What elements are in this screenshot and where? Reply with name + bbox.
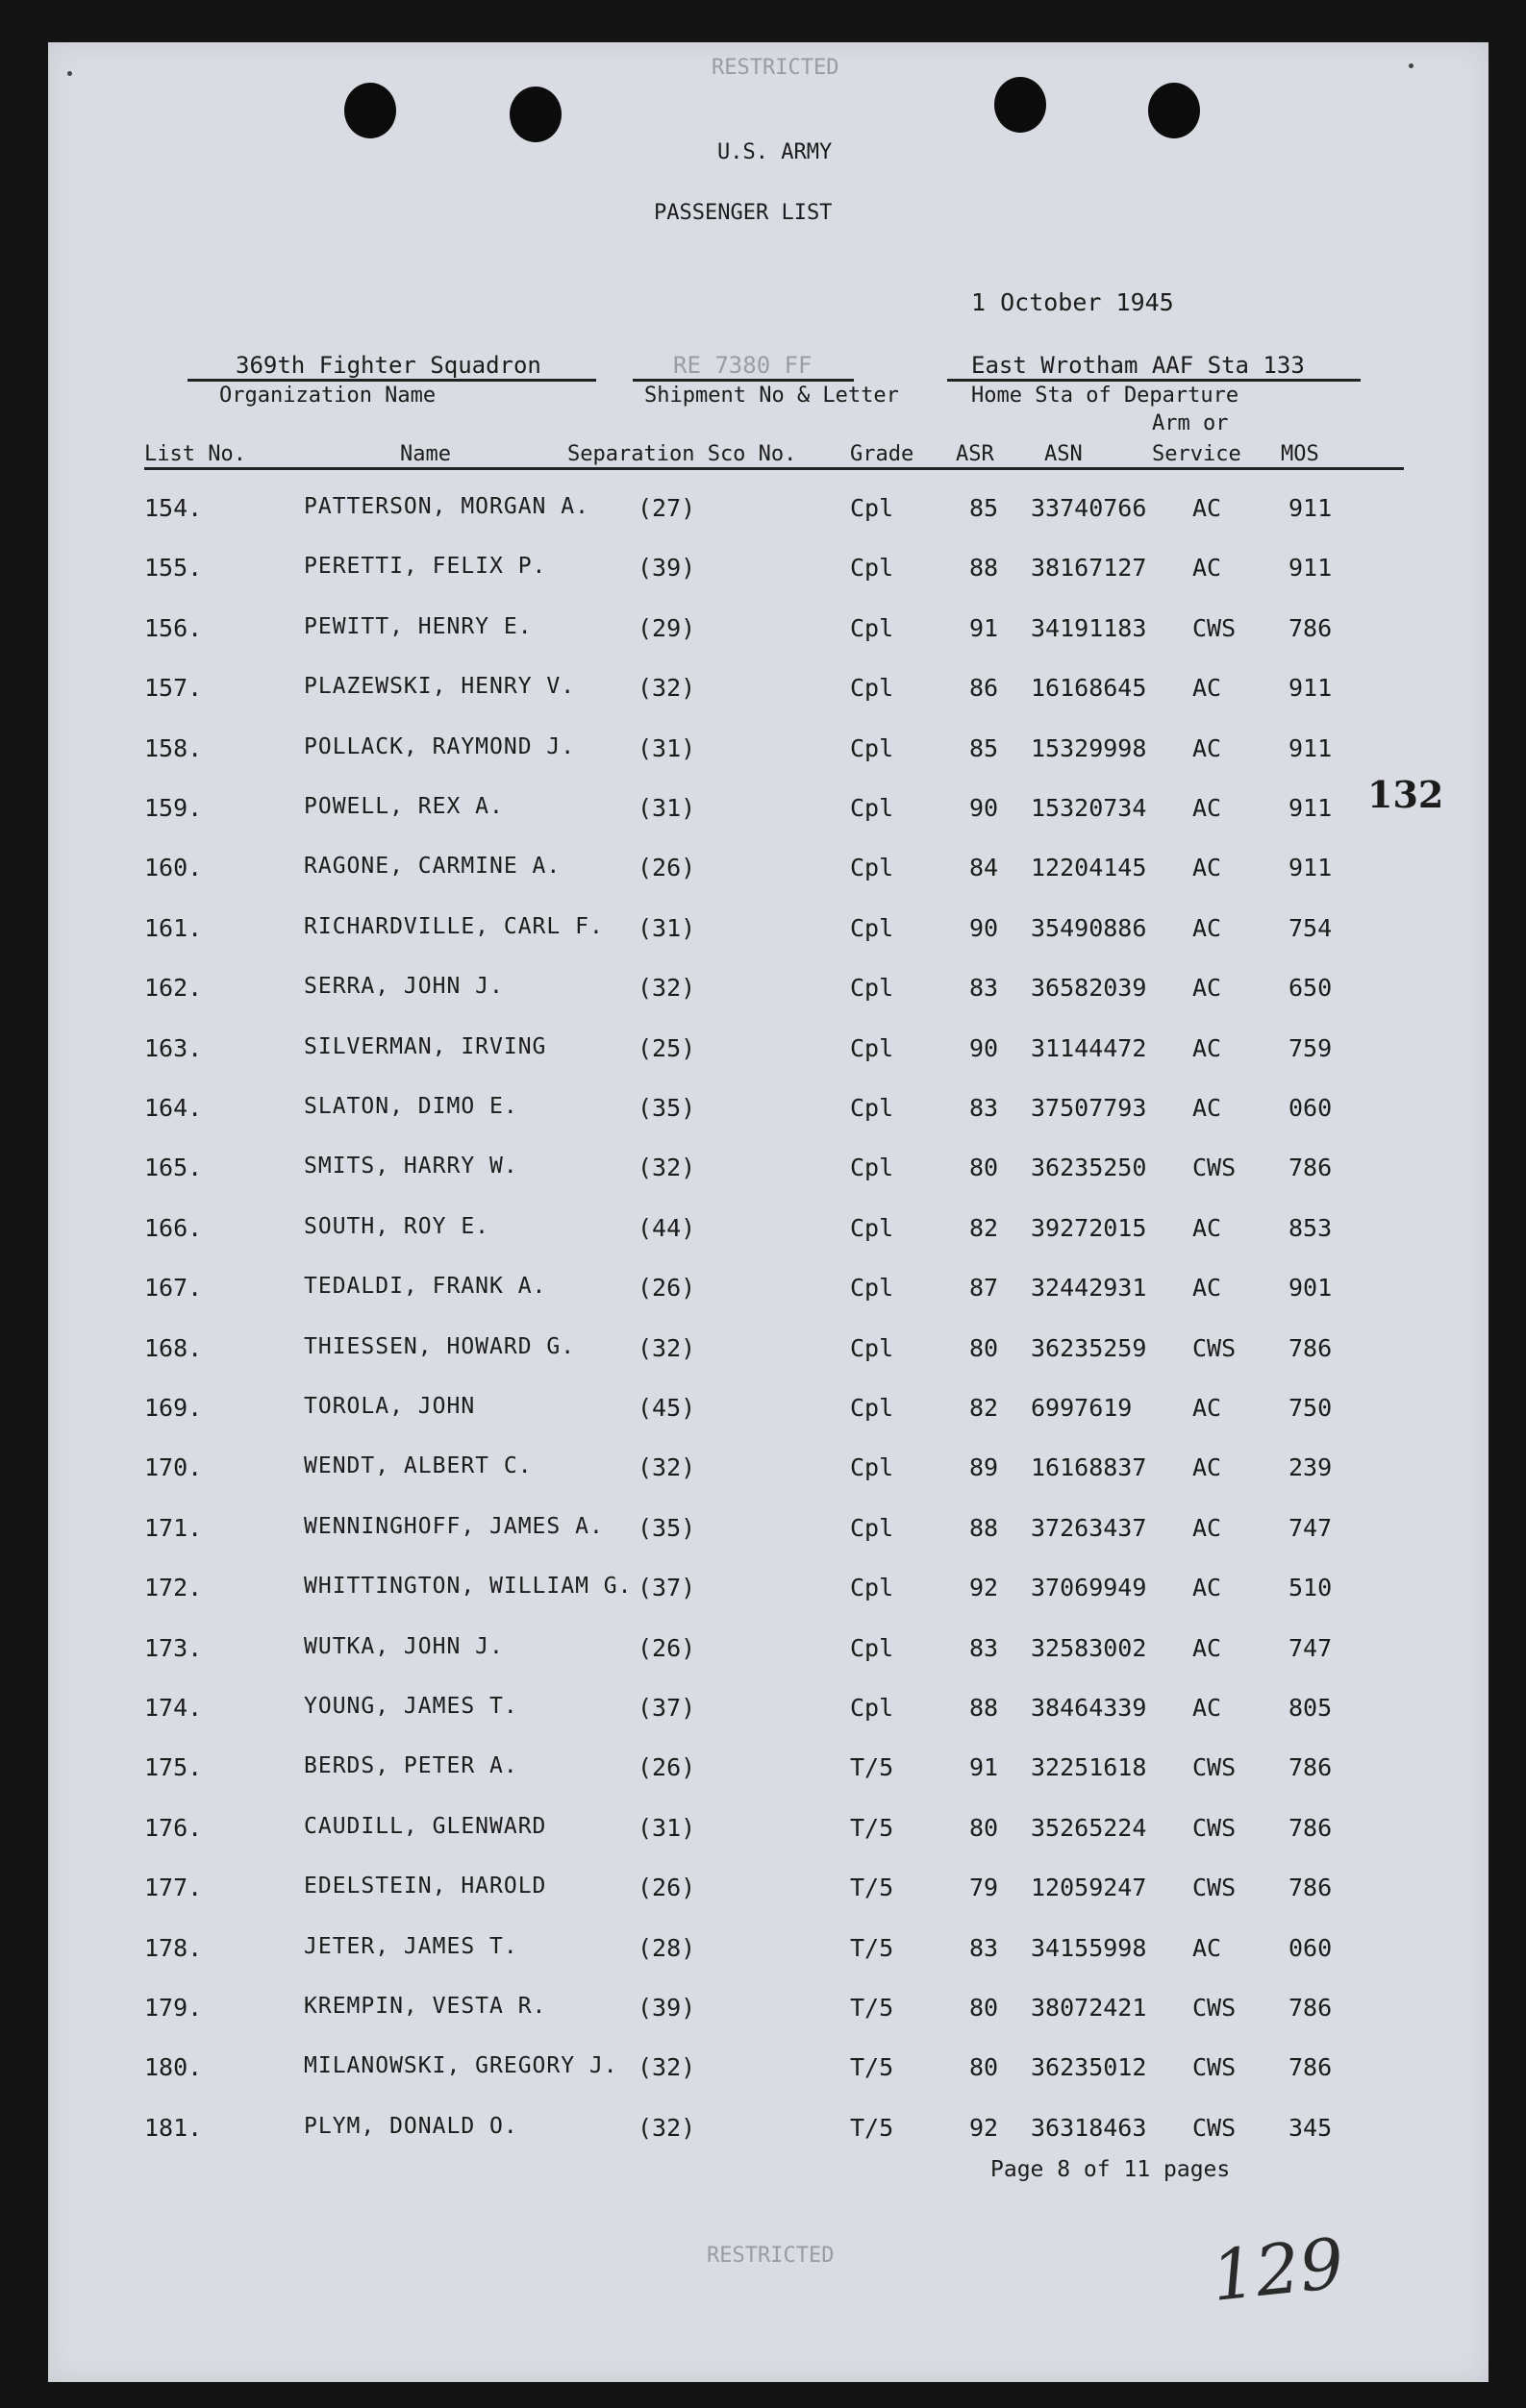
name-cell: THIESSEN, HOWARD G. <box>304 1334 576 1359</box>
table-row <box>48 1753 1488 1792</box>
arm-service-cell: AC <box>1192 1634 1222 1662</box>
mos-cell: 747 <box>1288 1634 1333 1662</box>
asr-cell: 80 <box>969 1814 999 1842</box>
restricted-stamp-bottom: RESTRICTED <box>707 2244 835 2268</box>
table-row <box>48 494 1488 533</box>
asr-cell: 83 <box>969 1094 999 1122</box>
asr-cell: 80 <box>969 1334 999 1362</box>
grade-cell: T/5 <box>850 2053 894 2081</box>
list-number-cell: 172. <box>144 1574 203 1601</box>
restricted-stamp-top: RESTRICTED <box>712 56 839 80</box>
asr-cell: 85 <box>969 734 999 762</box>
name-cell: MILANOWSKI, GREGORY J. <box>304 2053 618 2078</box>
asr-cell: 90 <box>969 1034 999 1062</box>
separation-cell: (44) <box>638 1214 696 1242</box>
shipment-underline <box>633 379 854 382</box>
name-cell: POLLACK, RAYMOND J. <box>304 734 576 759</box>
mos-cell: 911 <box>1288 734 1333 762</box>
column-header-name: Name <box>400 442 451 466</box>
mos-cell: 510 <box>1288 1574 1333 1601</box>
asn-cell: 32251618 <box>1031 1753 1147 1781</box>
separation-cell: (32) <box>638 1154 696 1181</box>
arm-service-cell: AC <box>1192 494 1222 522</box>
arm-service-cell: CWS <box>1192 614 1237 642</box>
table-row <box>48 2053 1488 2092</box>
mos-cell: 060 <box>1288 1094 1333 1122</box>
name-cell: SERRA, JOHN J. <box>304 974 504 999</box>
table-row <box>48 974 1488 1012</box>
agency-title: U.S. ARMY <box>717 140 833 164</box>
separation-cell: (26) <box>638 1274 696 1302</box>
shipment-caption: Shipment No & Letter <box>644 384 899 408</box>
table-row <box>48 1394 1488 1432</box>
grade-cell: T/5 <box>850 1874 894 1901</box>
column-header-grade: Grade <box>850 442 914 466</box>
asn-cell: 12059247 <box>1031 1874 1147 1901</box>
mos-cell: 786 <box>1288 2053 1333 2081</box>
punch-hole <box>1148 83 1200 138</box>
asr-cell: 88 <box>969 554 999 582</box>
separation-cell: (32) <box>638 1334 696 1362</box>
grade-cell: T/5 <box>850 2114 894 2142</box>
column-header-arm-line1: Arm or <box>1152 411 1229 435</box>
name-cell: TOROLA, JOHN <box>304 1394 476 1419</box>
asr-cell: 80 <box>969 1154 999 1181</box>
mos-cell: 786 <box>1288 1814 1333 1842</box>
home-station-underline <box>947 379 1361 382</box>
name-cell: JETER, JAMES T. <box>304 1934 518 1959</box>
table-row <box>48 1094 1488 1132</box>
asn-cell: 38167127 <box>1031 554 1147 582</box>
list-number-cell: 163. <box>144 1034 203 1062</box>
mos-cell: 786 <box>1288 1154 1333 1181</box>
list-number-cell: 164. <box>144 1094 203 1122</box>
asr-cell: 90 <box>969 794 999 822</box>
asn-cell: 35490886 <box>1031 914 1147 942</box>
arm-service-cell: CWS <box>1192 1154 1237 1181</box>
mos-cell: 345 <box>1288 2114 1333 2142</box>
asn-cell: 37507793 <box>1031 1094 1147 1122</box>
list-number-cell: 166. <box>144 1214 203 1242</box>
name-cell: WHITTINGTON, WILLIAM G. <box>304 1574 633 1599</box>
column-header-asn: ASN <box>1044 442 1083 466</box>
asn-cell: 33740766 <box>1031 494 1147 522</box>
separation-cell: (32) <box>638 974 696 1002</box>
name-cell: TEDALDI, FRANK A. <box>304 1274 547 1299</box>
asn-cell: 34155998 <box>1031 1934 1147 1962</box>
name-cell: SILVERMAN, IRVING <box>304 1034 547 1059</box>
name-cell: WENNINGHOFF, JAMES A. <box>304 1514 604 1539</box>
asn-cell: 16168837 <box>1031 1453 1147 1481</box>
arm-service-cell: AC <box>1192 1394 1222 1422</box>
home-station-caption: Home Sta of Departure <box>971 384 1239 408</box>
mos-cell: 786 <box>1288 1334 1333 1362</box>
asr-cell: 83 <box>969 1934 999 1962</box>
grade-cell: Cpl <box>850 494 894 522</box>
asn-cell: 16168645 <box>1031 674 1147 702</box>
separation-cell: (37) <box>638 1574 696 1601</box>
grade-cell: Cpl <box>850 674 894 702</box>
list-number-cell: 180. <box>144 2053 203 2081</box>
name-cell: SOUTH, ROY E. <box>304 1214 490 1239</box>
shipment-value: RE 7380 FF <box>673 352 813 379</box>
asr-cell: 88 <box>969 1694 999 1722</box>
arm-service-cell: AC <box>1192 1094 1222 1122</box>
asr-cell: 85 <box>969 494 999 522</box>
mos-cell: 853 <box>1288 1214 1333 1242</box>
list-number-cell: 155. <box>144 554 203 582</box>
asn-cell: 36235259 <box>1031 1334 1147 1362</box>
name-cell: KREMPIN, VESTA R. <box>304 1994 547 2019</box>
asn-cell: 39272015 <box>1031 1214 1147 1242</box>
arm-service-cell: CWS <box>1192 2053 1237 2081</box>
asn-cell: 38464339 <box>1031 1694 1147 1722</box>
mos-cell: 750 <box>1288 1394 1333 1422</box>
grade-cell: Cpl <box>850 614 894 642</box>
grade-cell: Cpl <box>850 1394 894 1422</box>
asr-cell: 87 <box>969 1274 999 1302</box>
table-row <box>48 1274 1488 1312</box>
list-number-cell: 156. <box>144 614 203 642</box>
grade-cell: Cpl <box>850 1694 894 1722</box>
asn-cell: 37263437 <box>1031 1514 1147 1542</box>
asr-cell: 92 <box>969 1574 999 1601</box>
mos-cell: 060 <box>1288 1934 1333 1962</box>
list-number-cell: 165. <box>144 1154 203 1181</box>
name-cell: PERETTI, FELIX P. <box>304 554 547 579</box>
list-number-cell: 170. <box>144 1453 203 1481</box>
asr-cell: 83 <box>969 1634 999 1662</box>
mos-cell: 805 <box>1288 1694 1333 1722</box>
table-row <box>48 1874 1488 1912</box>
asr-cell: 88 <box>969 1514 999 1542</box>
asn-cell: 12204145 <box>1031 854 1147 881</box>
asn-cell: 32583002 <box>1031 1634 1147 1662</box>
table-row <box>48 1574 1488 1612</box>
table-row <box>48 914 1488 953</box>
mos-cell: 911 <box>1288 494 1333 522</box>
mos-cell: 911 <box>1288 674 1333 702</box>
table-row <box>48 1334 1488 1373</box>
column-header-underline <box>144 467 1404 470</box>
table-row <box>48 1634 1488 1673</box>
grade-cell: Cpl <box>850 974 894 1002</box>
mos-cell: 786 <box>1288 1874 1333 1901</box>
arm-service-cell: AC <box>1192 794 1222 822</box>
arm-service-cell: AC <box>1192 1934 1222 1962</box>
arm-service-cell: CWS <box>1192 1814 1237 1842</box>
asn-cell: 35265224 <box>1031 1814 1147 1842</box>
arm-service-cell: AC <box>1192 854 1222 881</box>
grade-cell: Cpl <box>850 794 894 822</box>
organization-name-value: 369th Fighter Squadron <box>236 352 541 379</box>
name-cell: PEWITT, HENRY E. <box>304 614 533 639</box>
grade-cell: Cpl <box>850 1034 894 1062</box>
grade-cell: T/5 <box>850 1934 894 1962</box>
mos-cell: 786 <box>1288 614 1333 642</box>
list-number-cell: 158. <box>144 734 203 762</box>
asr-cell: 91 <box>969 614 999 642</box>
list-number-cell: 168. <box>144 1334 203 1362</box>
separation-cell: (29) <box>638 614 696 642</box>
table-row <box>48 1034 1488 1073</box>
arm-service-cell: AC <box>1192 1214 1222 1242</box>
separation-cell: (32) <box>638 2114 696 2142</box>
asn-cell: 6997619 <box>1031 1394 1133 1422</box>
separation-cell: (39) <box>638 1994 696 2022</box>
name-cell: CAUDILL, GLENWARD <box>304 1814 547 1839</box>
mos-cell: 786 <box>1288 1753 1333 1781</box>
asn-cell: 36318463 <box>1031 2114 1147 2142</box>
separation-cell: (31) <box>638 914 696 942</box>
name-cell: RICHARDVILLE, CARL F. <box>304 914 604 939</box>
table-row <box>48 1934 1488 1973</box>
asn-cell: 15320734 <box>1031 794 1147 822</box>
mos-cell: 754 <box>1288 914 1333 942</box>
list-number-cell: 169. <box>144 1394 203 1422</box>
grade-cell: Cpl <box>850 1453 894 1481</box>
grade-cell: T/5 <box>850 1753 894 1781</box>
grade-cell: T/5 <box>850 1994 894 2022</box>
name-cell: WUTKA, JOHN J. <box>304 1634 504 1659</box>
arm-service-cell: CWS <box>1192 1753 1237 1781</box>
corner-mark <box>67 71 72 76</box>
grade-cell: Cpl <box>850 1214 894 1242</box>
column-header-arm-service: Service <box>1152 442 1241 466</box>
asn-cell: 34191183 <box>1031 614 1147 642</box>
arm-service-cell: AC <box>1192 1274 1222 1302</box>
list-number-cell: 178. <box>144 1934 203 1962</box>
name-cell: POWELL, REX A. <box>304 794 504 819</box>
list-number-cell: 154. <box>144 494 203 522</box>
separation-cell: (32) <box>638 1453 696 1481</box>
separation-cell: (28) <box>638 1934 696 1962</box>
arm-service-cell: AC <box>1192 914 1222 942</box>
arm-service-cell: CWS <box>1192 2114 1237 2142</box>
grade-cell: Cpl <box>850 734 894 762</box>
separation-cell: (32) <box>638 674 696 702</box>
grade-cell: Cpl <box>850 1514 894 1542</box>
asr-cell: 92 <box>969 2114 999 2142</box>
asr-cell: 79 <box>969 1874 999 1901</box>
arm-service-cell: AC <box>1192 734 1222 762</box>
table-row <box>48 734 1488 773</box>
asn-cell: 36235250 <box>1031 1154 1147 1181</box>
asr-cell: 80 <box>969 1994 999 2022</box>
separation-cell: (37) <box>638 1694 696 1722</box>
mos-cell: 911 <box>1288 854 1333 881</box>
asn-cell: 37069949 <box>1031 1574 1147 1601</box>
list-number-cell: 173. <box>144 1634 203 1662</box>
arm-service-cell: CWS <box>1192 1334 1237 1362</box>
asn-cell: 31144472 <box>1031 1034 1147 1062</box>
punch-hole <box>344 83 396 138</box>
asn-cell: 38072421 <box>1031 1994 1147 2022</box>
table-row <box>48 1514 1488 1552</box>
name-cell: BERDS, PETER A. <box>304 1753 518 1778</box>
table-row <box>48 554 1488 592</box>
table-row <box>48 1214 1488 1253</box>
grade-cell: Cpl <box>850 914 894 942</box>
separation-cell: (27) <box>638 494 696 522</box>
list-number-cell: 179. <box>144 1994 203 2022</box>
document-page <box>48 42 1488 2382</box>
arm-service-cell: AC <box>1192 974 1222 1002</box>
mos-cell: 747 <box>1288 1514 1333 1542</box>
mos-cell: 759 <box>1288 1034 1333 1062</box>
name-cell: WENDT, ALBERT C. <box>304 1453 533 1478</box>
table-row <box>48 614 1488 653</box>
list-number-cell: 171. <box>144 1514 203 1542</box>
asr-cell: 91 <box>969 1753 999 1781</box>
punch-hole <box>510 87 562 142</box>
asr-cell: 82 <box>969 1394 999 1422</box>
separation-cell: (32) <box>638 2053 696 2081</box>
grade-cell: Cpl <box>850 1634 894 1662</box>
arm-service-cell: AC <box>1192 1694 1222 1722</box>
list-number-cell: 174. <box>144 1694 203 1722</box>
mos-cell: 911 <box>1288 554 1333 582</box>
column-header-list-no: List No. <box>144 442 246 466</box>
name-cell: PLYM, DONALD O. <box>304 2114 518 2139</box>
asr-cell: 89 <box>969 1453 999 1481</box>
column-header-mos: MOS <box>1281 442 1319 466</box>
table-row <box>48 1694 1488 1732</box>
list-number-cell: 181. <box>144 2114 203 2142</box>
page-info: Page 8 of 11 pages <box>990 2157 1231 2182</box>
arm-service-cell: AC <box>1192 674 1222 702</box>
table-row <box>48 2114 1488 2152</box>
list-number-cell: 161. <box>144 914 203 942</box>
table-row <box>48 794 1488 832</box>
name-cell: SMITS, HARRY W. <box>304 1154 518 1179</box>
name-cell: RAGONE, CARMINE A. <box>304 854 562 879</box>
list-number-cell: 167. <box>144 1274 203 1302</box>
separation-cell: (26) <box>638 1753 696 1781</box>
grade-cell: T/5 <box>850 1814 894 1842</box>
table-row <box>48 1154 1488 1192</box>
table-row <box>48 1453 1488 1492</box>
document-date: 1 October 1945 <box>971 288 1174 316</box>
list-number-cell: 162. <box>144 974 203 1002</box>
separation-cell: (26) <box>638 854 696 881</box>
name-cell: PLAZEWSKI, HENRY V. <box>304 674 576 699</box>
asn-cell: 15329998 <box>1031 734 1147 762</box>
list-number-cell: 159. <box>144 794 203 822</box>
asr-cell: 90 <box>969 914 999 942</box>
column-header-separation: Separation Sco No. <box>567 442 797 466</box>
table-row <box>48 1814 1488 1852</box>
arm-service-cell: AC <box>1192 554 1222 582</box>
asr-cell: 84 <box>969 854 999 881</box>
grade-cell: Cpl <box>850 1334 894 1362</box>
list-number-cell: 176. <box>144 1814 203 1842</box>
separation-cell: (45) <box>638 1394 696 1422</box>
asn-cell: 36235012 <box>1031 2053 1147 2081</box>
grade-cell: Cpl <box>850 1574 894 1601</box>
table-row <box>48 854 1488 892</box>
separation-cell: (31) <box>638 734 696 762</box>
organization-name-caption: Organization Name <box>219 384 437 408</box>
mos-cell: 650 <box>1288 974 1333 1002</box>
grade-cell: Cpl <box>850 554 894 582</box>
list-number-cell: 175. <box>144 1753 203 1781</box>
list-number-cell: 177. <box>144 1874 203 1901</box>
list-number-cell: 160. <box>144 854 203 881</box>
name-cell: EDELSTEIN, HAROLD <box>304 1874 547 1899</box>
arm-service-cell: AC <box>1192 1574 1222 1601</box>
asr-cell: 80 <box>969 2053 999 2081</box>
grade-cell: Cpl <box>850 1274 894 1302</box>
home-station-value: East Wrotham AAF Sta 133 <box>971 352 1305 379</box>
mos-cell: 239 <box>1288 1453 1333 1481</box>
separation-cell: (31) <box>638 1814 696 1842</box>
grade-cell: Cpl <box>850 854 894 881</box>
separation-cell: (26) <box>638 1634 696 1662</box>
mos-cell: 901 <box>1288 1274 1333 1302</box>
asr-cell: 83 <box>969 974 999 1002</box>
separation-cell: (26) <box>638 1874 696 1901</box>
separation-cell: (25) <box>638 1034 696 1062</box>
name-cell: PATTERSON, MORGAN A. <box>304 494 589 519</box>
mos-cell: 786 <box>1288 1994 1333 2022</box>
arm-service-cell: CWS <box>1192 1994 1237 2022</box>
grade-cell: Cpl <box>850 1154 894 1181</box>
asn-cell: 36582039 <box>1031 974 1147 1002</box>
table-row <box>48 674 1488 712</box>
list-title: PASSENGER LIST <box>654 201 833 225</box>
separation-cell: (35) <box>638 1514 696 1542</box>
arm-service-cell: AC <box>1192 1514 1222 1542</box>
separation-cell: (35) <box>638 1094 696 1122</box>
handwritten-page-number: 129 <box>1207 2222 1348 2317</box>
corner-mark <box>1409 63 1413 68</box>
punch-hole <box>994 77 1046 133</box>
asn-cell: 32442931 <box>1031 1274 1147 1302</box>
asr-cell: 82 <box>969 1214 999 1242</box>
mos-cell: 911 <box>1288 794 1333 822</box>
name-cell: SLATON, DIMO E. <box>304 1094 518 1119</box>
column-header-asr: ASR <box>956 442 994 466</box>
name-cell: YOUNG, JAMES T. <box>304 1694 518 1719</box>
table-row <box>48 1994 1488 2032</box>
separation-cell: (39) <box>638 554 696 582</box>
arm-service-cell: CWS <box>1192 1874 1237 1901</box>
list-number-cell: 157. <box>144 674 203 702</box>
stamped-page-number: 132 <box>1367 773 1444 816</box>
separation-cell: (31) <box>638 794 696 822</box>
grade-cell: Cpl <box>850 1094 894 1122</box>
organization-underline <box>188 379 596 382</box>
arm-service-cell: AC <box>1192 1453 1222 1481</box>
asr-cell: 86 <box>969 674 999 702</box>
arm-service-cell: AC <box>1192 1034 1222 1062</box>
